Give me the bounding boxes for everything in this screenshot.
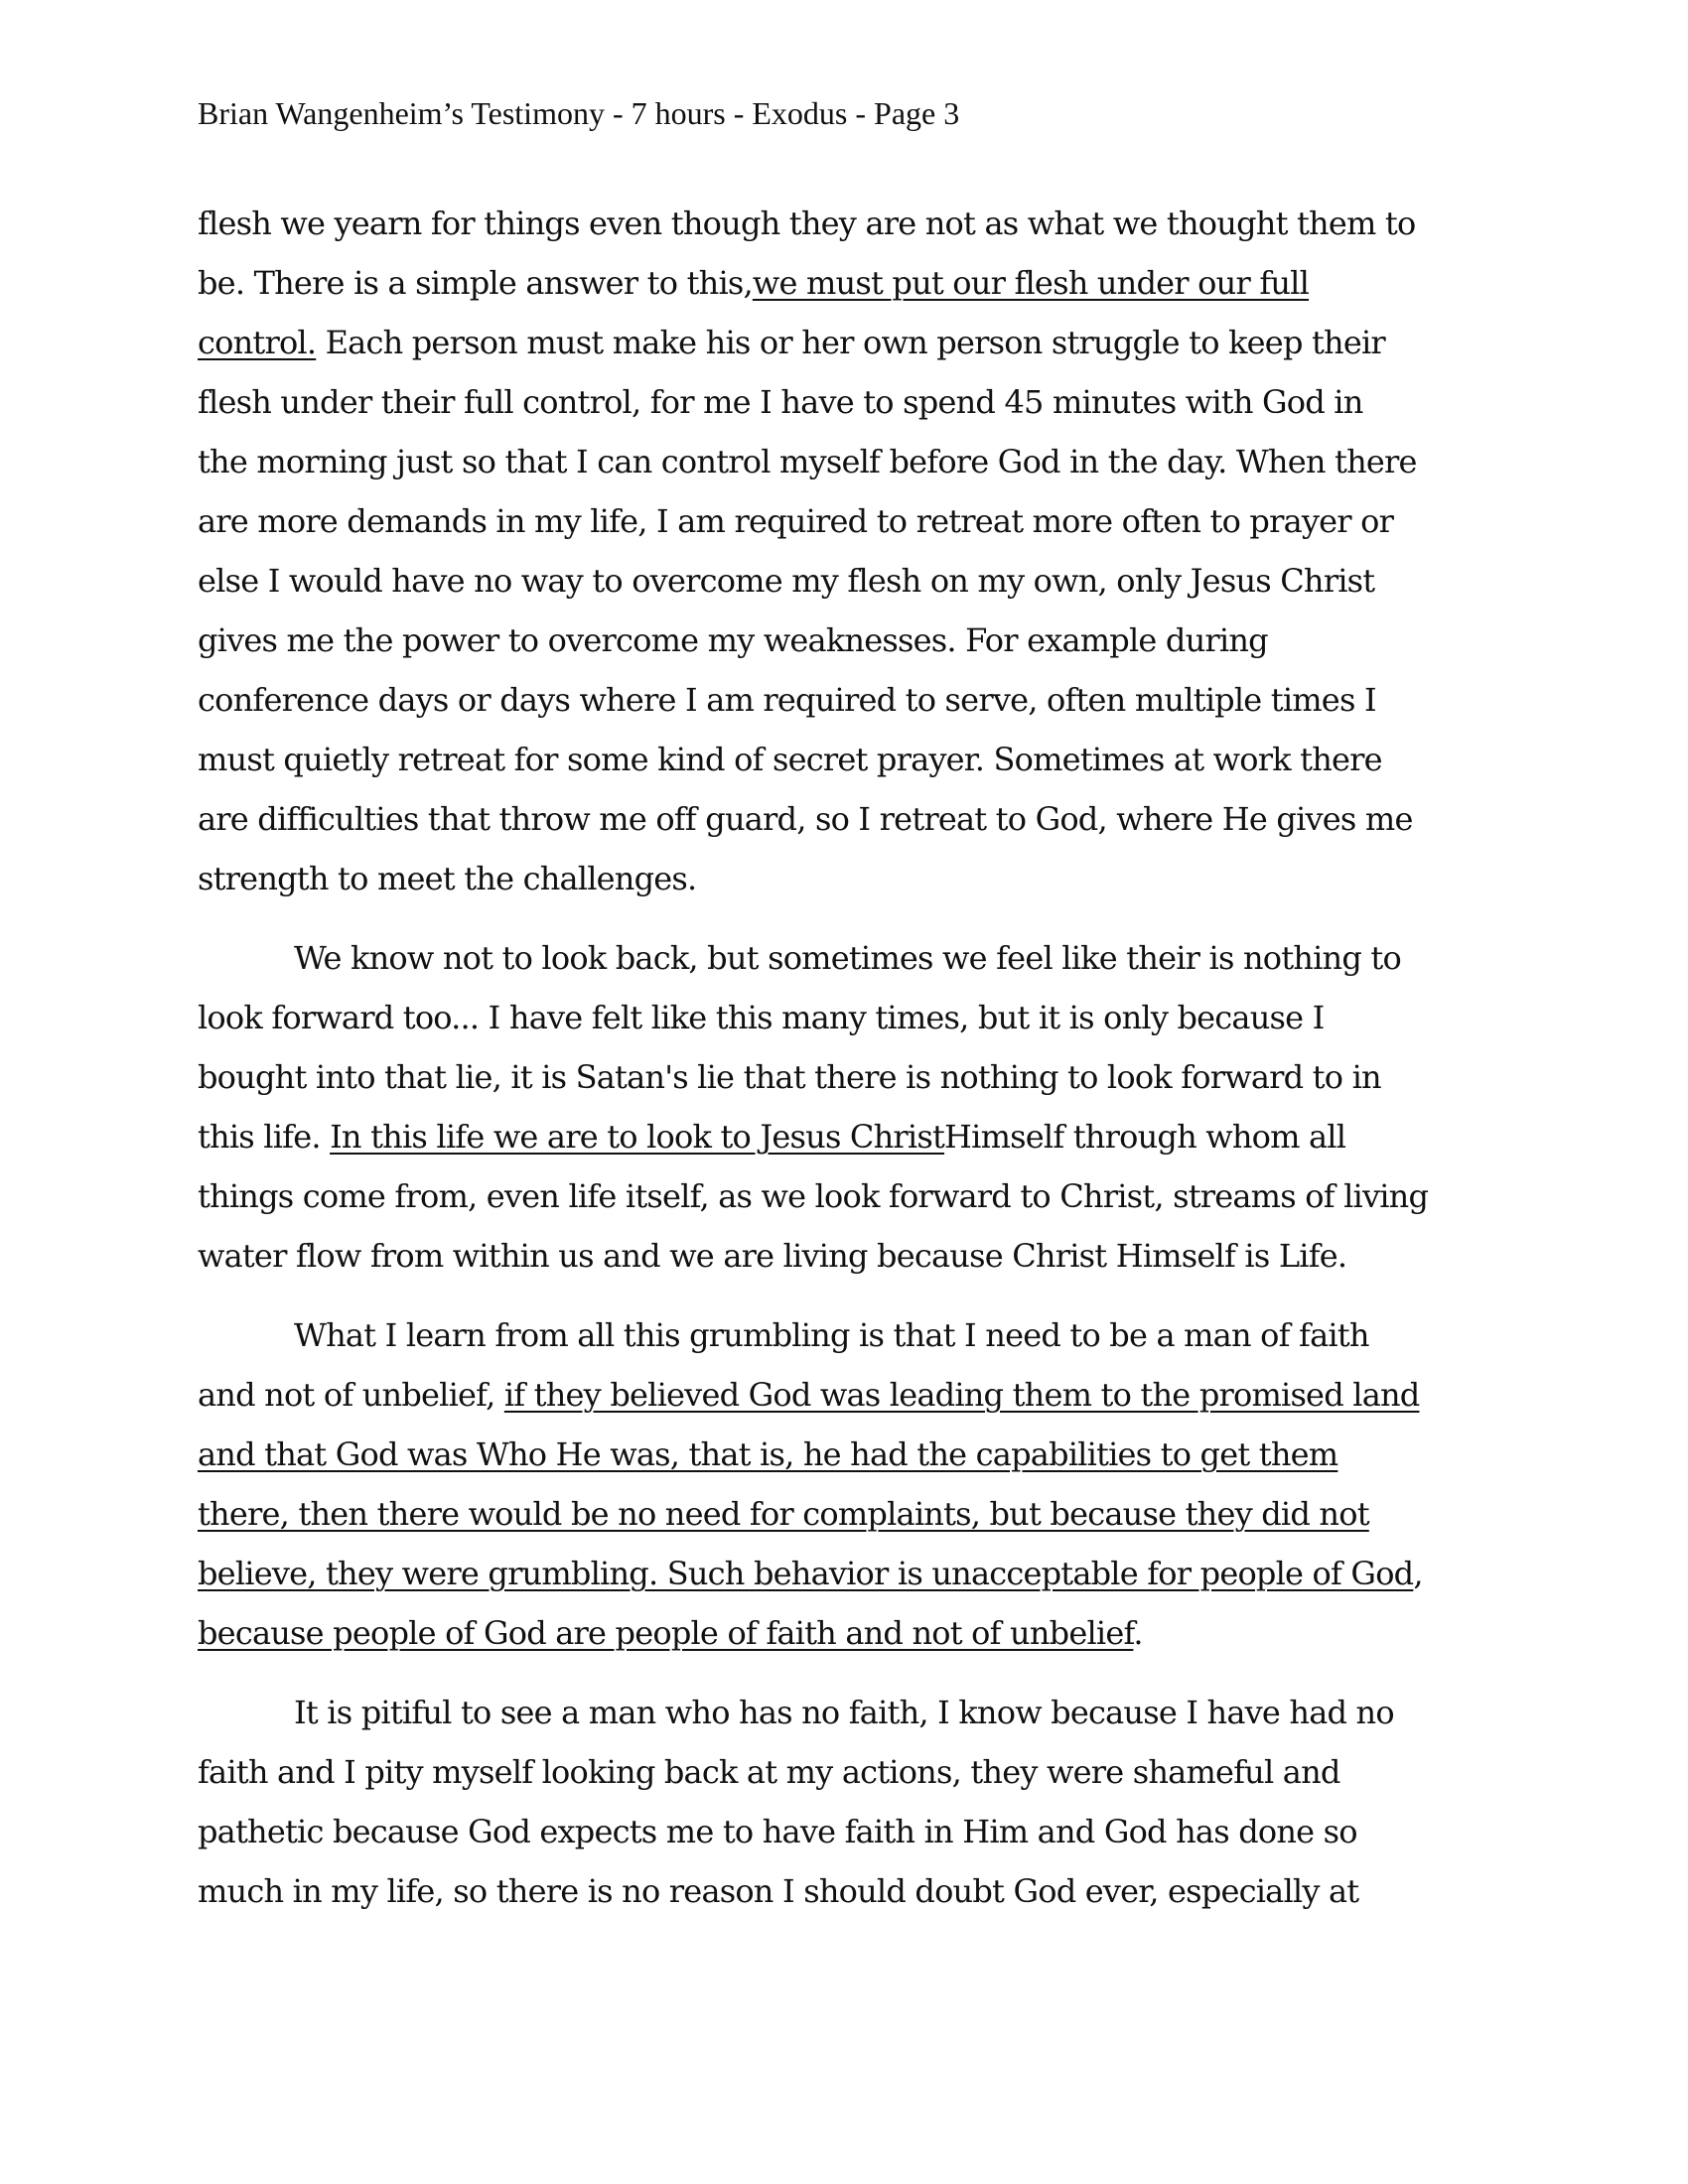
text-run: Each person must make his or her own person struggle to keep their: [316, 324, 1385, 361]
text-line: [198, 1226, 1513, 1286]
text-run: Himself through whom all: [944, 1118, 1346, 1156]
underlined-text: In this life we are to look to Jesus Christ: [330, 1118, 945, 1156]
text-line: [198, 988, 1513, 1047]
underlined-text: we must put our flesh under our full: [752, 264, 1310, 302]
text-line: [198, 372, 1513, 432]
text-run: We know not to look back, but sometimes we feel like their is nothing to: [294, 939, 1401, 977]
text-run: ,: [1413, 1555, 1423, 1592]
page-header: Brian Wangenheim’s Testimony - 7 hours - Exodus - Page 3: [198, 95, 960, 131]
paragraph: [198, 1305, 1513, 1663]
underlined-text: there, then there would be no need for complaints, but because they did not: [198, 1495, 1369, 1533]
text-run: look forward too... I have felt like this many times, but it is only because I: [198, 999, 1325, 1036]
text-line: [198, 1365, 1513, 1425]
text-run: else I would have no way to overcome my flesh on my own, only Jesus Christ: [198, 562, 1375, 600]
underlined-text: believe, they were grumbling. Such behavior is unacceptable for people of God: [198, 1555, 1414, 1592]
paragraph: [198, 1683, 1513, 1921]
text-line: [198, 1425, 1513, 1484]
text-run: much in my life, so there is no reason I should doubt God ever, especially at: [198, 1872, 1359, 1910]
text-line: [198, 611, 1513, 670]
text-line: [198, 1742, 1513, 1802]
text-run: water flow from within us and we are living because Christ Himself is Life.: [198, 1237, 1347, 1275]
text-line: [198, 730, 1513, 789]
paragraph-gap: [198, 1286, 1513, 1305]
text-line: [198, 1683, 1513, 1742]
text-run: be. There is a simple answer to this,: [198, 264, 753, 302]
text-run: are difficulties that throw me off guard, so I retreat to God, where He gives me: [198, 800, 1413, 838]
underlined-text: and that God was Who He was, that is, he had the capabilities to get them: [198, 1435, 1338, 1473]
text-run: are more demands in my life, I am required to retreat more often to prayer or: [198, 502, 1394, 540]
text-run: .: [1133, 1614, 1143, 1652]
text-run: gives me the power to overcome my weaknesses. For example during: [198, 621, 1268, 659]
text-line: [198, 1484, 1513, 1544]
paragraph-gap: [198, 908, 1513, 928]
text-line: [198, 1305, 1513, 1365]
text-run: things come from, even life itself, as we look forward to Christ, streams of living: [198, 1177, 1429, 1215]
underlined-text: if they believed God was leading them to the promised land: [503, 1376, 1420, 1414]
text-line: [198, 928, 1513, 988]
text-line: [198, 194, 1513, 253]
text-run: this life.: [198, 1118, 331, 1156]
paragraph: [198, 194, 1513, 908]
text-line: [198, 1861, 1513, 1921]
document-body: [198, 194, 1513, 1921]
text-run: flesh under their full control, for me I have to spend 45 minutes with God in: [198, 383, 1363, 421]
text-line: [198, 1166, 1513, 1226]
text-run: It is pitiful to see a man who has no faith, I know because I have had no: [294, 1694, 1394, 1731]
text-run: conference days or days where I am required to serve, often multiple times I: [198, 681, 1376, 719]
text-line: [198, 1107, 1513, 1166]
paragraph-gap: [198, 1663, 1513, 1683]
text-line: [198, 551, 1513, 611]
text-line: [198, 313, 1513, 372]
text-line: [198, 1047, 1513, 1107]
text-run: What I learn from all this grumbling is that I need to be a man of faith: [294, 1316, 1369, 1354]
text-run: strength to meet the challenges.: [198, 860, 697, 897]
text-line: [198, 253, 1513, 313]
underlined-text: because people of God are people of faith and not of unbelief: [198, 1614, 1134, 1652]
text-run: and not of unbelief,: [198, 1376, 504, 1414]
text-run: faith and I pity myself looking back at my actions, they were shameful and: [198, 1753, 1340, 1791]
text-line: [198, 432, 1513, 491]
text-line: [198, 1603, 1513, 1663]
paragraph: [198, 928, 1513, 1286]
underlined-text: control.: [198, 324, 317, 361]
text-line: [198, 849, 1513, 908]
text-line: [198, 789, 1513, 849]
text-run: pathetic because God expects me to have faith in Him and God has done so: [198, 1813, 1357, 1850]
text-run: the morning just so that I can control myself before God in the day. When there: [198, 443, 1417, 480]
text-run: flesh we yearn for things even though they are not as what we thought them to: [198, 205, 1416, 242]
text-line: [198, 1544, 1513, 1603]
text-line: [198, 670, 1513, 730]
text-line: [198, 491, 1513, 551]
text-run: bought into that lie, it is Satan's lie that there is nothing to look forward to in: [198, 1058, 1381, 1096]
text-line: [198, 1802, 1513, 1861]
text-run: must quietly retreat for some kind of secret prayer. Sometimes at work there: [198, 741, 1382, 778]
